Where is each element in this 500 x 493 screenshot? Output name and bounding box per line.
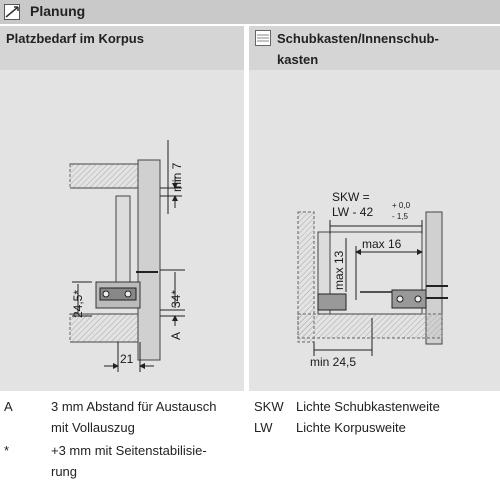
left-drawing bbox=[70, 140, 185, 372]
skw-formula-line1: SKW = bbox=[332, 190, 370, 204]
dim-max13: max 13 bbox=[332, 250, 346, 290]
legend-text-star-line1: +3 mm mit Seitenstabilisie- bbox=[51, 443, 207, 458]
dim-24-5: 24,5* bbox=[71, 289, 85, 318]
section-title: Planung bbox=[30, 3, 86, 19]
legend-text-star-line2: rung bbox=[51, 464, 78, 479]
dim-min7: min 7 bbox=[170, 162, 184, 192]
legend-text-lw: Lichte Korpusweite bbox=[296, 420, 406, 435]
cabinet-side-wall bbox=[138, 160, 160, 360]
left-runner bbox=[318, 294, 346, 310]
legend-text-skw: Lichte Schubkastenweite bbox=[296, 399, 440, 414]
legend-text-a-line2: mit Vollauszug bbox=[51, 420, 135, 435]
right-drawing bbox=[298, 190, 448, 369]
legend-key-star: * bbox=[4, 443, 10, 458]
dim-min24-5: min 24,5 bbox=[310, 355, 357, 369]
legend-key-a: A bbox=[4, 399, 13, 414]
dim-34: 34* bbox=[169, 289, 183, 308]
dim-a: A bbox=[169, 331, 183, 340]
dim-max16: max 16 bbox=[362, 237, 402, 251]
dim-21: 21 bbox=[120, 352, 134, 366]
right-bottom-panel bbox=[298, 314, 442, 338]
right-panel-title-line1: Schubkasten/Innenschub- bbox=[277, 31, 439, 46]
left-panel-title: Platzbedarf im Korpus bbox=[6, 31, 144, 46]
legend-text-a-line1: 3 mm Abstand für Austausch bbox=[51, 399, 217, 414]
legend-key-lw: LW bbox=[254, 420, 273, 435]
skw-formula-line2: LW - 42 bbox=[332, 205, 374, 219]
legend-key-skw: SKW bbox=[254, 399, 284, 414]
right-panel-title-line2: kasten bbox=[277, 52, 319, 67]
tolerance-plus: + 0,0 bbox=[392, 201, 411, 210]
tolerance-minus: - 1,5 bbox=[392, 212, 409, 221]
